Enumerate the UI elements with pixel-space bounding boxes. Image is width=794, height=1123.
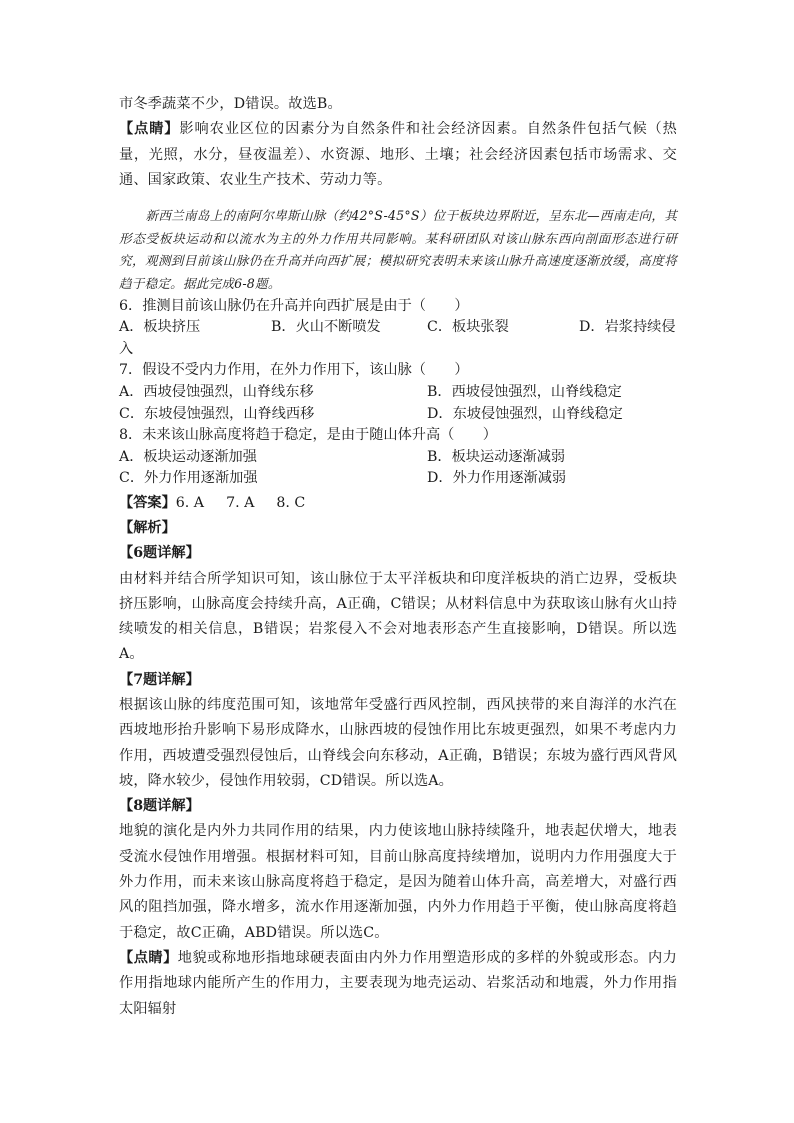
question-stem: 6．推测目前该山脉仍在升高并向西扩展是由于（ ） xyxy=(119,297,469,314)
option-c: C．外力作用逐渐加强 xyxy=(119,470,258,487)
answer-item: 6. A xyxy=(175,494,205,511)
detail-6-head: 【6题详解】 xyxy=(119,545,200,562)
option-c: C．板块张裂 xyxy=(427,319,509,336)
question-8 xyxy=(119,425,677,490)
question-7 xyxy=(119,360,677,425)
option-d-wrap: 入 xyxy=(119,340,134,357)
point-text: 地貌或称地形指地球硬表面由内外力作用塑造形成的多样的外貌或形态。内力作用指地球内能所产生的作用力，主要表现为地壳运动、岩浆活动和地震，外力作用指太阳辐射 xyxy=(119,949,677,1017)
answer-item: 7. A xyxy=(226,494,255,511)
detail-7-head: 【7题详解】 xyxy=(119,671,200,688)
options-grid xyxy=(119,447,677,490)
option-a: A．板块运动逐渐加强 xyxy=(119,448,257,465)
option-d: D．外力作用逐渐减弱 xyxy=(427,470,567,487)
option-c: C．东坡侵蚀强烈，山脊线西移 xyxy=(119,405,315,422)
point-paragraph xyxy=(119,117,677,193)
option-a: A．板块挤压 xyxy=(119,319,201,336)
options-row xyxy=(119,317,677,339)
detail-8-head: 【8题详解】 xyxy=(119,798,200,815)
carryover-line: 市冬季蔬菜不少，D错误。故选B。 xyxy=(119,96,342,112)
point-tag: 【点睛】 xyxy=(119,121,180,138)
option-d: D．东坡侵蚀强烈，山脊线稳定 xyxy=(427,405,623,422)
question-6 xyxy=(119,296,677,361)
option-a: A．西坡侵蚀强烈，山脊线东移 xyxy=(119,383,314,400)
option-b: B．板块运动逐渐减弱 xyxy=(427,448,566,465)
point-tag: 【点睛】 xyxy=(119,949,178,966)
document-page xyxy=(119,92,677,1022)
detail-6-text: 由材料并结合所学知识可知，该山脉位于太平洋板块和印度洋板块的消亡边界，受板块挤压影响，山脉高度会持续升高，A正确，C错误；从材料信息中为获取该山脉有火山持续喷发的相关信息，B错误；岩浆侵入不会对地表形态产生直接影响，D错误。所以选A。 xyxy=(119,570,677,663)
question-stem: 8．未来该山脉高度将趋于稳定，是由于随山体升高（ ） xyxy=(119,427,497,444)
detail-7-text: 根据该山脉的纬度范围可知，该地常年受盛行西风控制，西风挟带的来自海洋的水汽在西坡地形抬升影响下易形成降水，山脉西坡的侵蚀作用比东坡更强烈，如果不考虑内力作用，西坡遭受强烈侵蚀后，山脊线会向东移动，A正确，B错误；东坡为盛行西风背风坡，降水较少，侵蚀作用较弱，CD错误。所以选A。 xyxy=(119,696,677,789)
options-grid xyxy=(119,382,677,425)
answer-line xyxy=(119,491,677,516)
answer-item: 8. C xyxy=(276,494,306,511)
option-b: B．火山不断喷发 xyxy=(271,319,381,336)
detail-8-text: 地貌的演化是内外力共同作用的结果，内力使该地山脉持续隆升，地表起伏增大，地表受流水侵蚀作用增强。根据材料可知，目前山脉高度持续增加，说明内力作用强度大于外力作用，而未来该山脉高度将趋于稳定，是因为随着山体升高，高差增大，对盛行西风的阻挡加强，降水增多，流水作用逐渐加强，内外力作用趋于平衡，使山脉高度将趋于稳定，故C正确，ABD错误。所以选C。 xyxy=(119,823,677,941)
option-b: B．西坡侵蚀强烈，山脊线稳定 xyxy=(427,383,622,400)
point-text: 影响农业区位的因素分为自然条件和社会经济因素。自然条件包括气候（热量，光照，水分，昼夜温差）、水资源、地形、土壤；社会经济因素包括市场需求、交通、国家政策、农业生产技术、劳动力等。 xyxy=(119,121,677,188)
answer-tag: 【答案】 xyxy=(119,494,176,511)
option-d: D．岩浆持续侵 xyxy=(579,319,676,336)
material-paragraph: 新西兰南岛上的南阿尔卑斯山脉（约42°S-45°S）位于板块边界附近，呈东北—西南走向，其形态受板块运动和以流水为主的外力作用共同影响。某科研团队对该山脉东西向剖面形态进行研究，观测到目前该山脉仍在升高并向西扩展；模拟研究表明未来该山脉升高速度逐渐放缓，高度将趋于稳定。据此完成6-8题。 xyxy=(119,208,677,291)
bottom-point-paragraph xyxy=(119,946,677,1022)
question-stem: 7．假设不受内力作用，在外力作用下，该山脉（ ） xyxy=(119,362,469,379)
analysis-tag: 【解析】 xyxy=(119,519,176,536)
